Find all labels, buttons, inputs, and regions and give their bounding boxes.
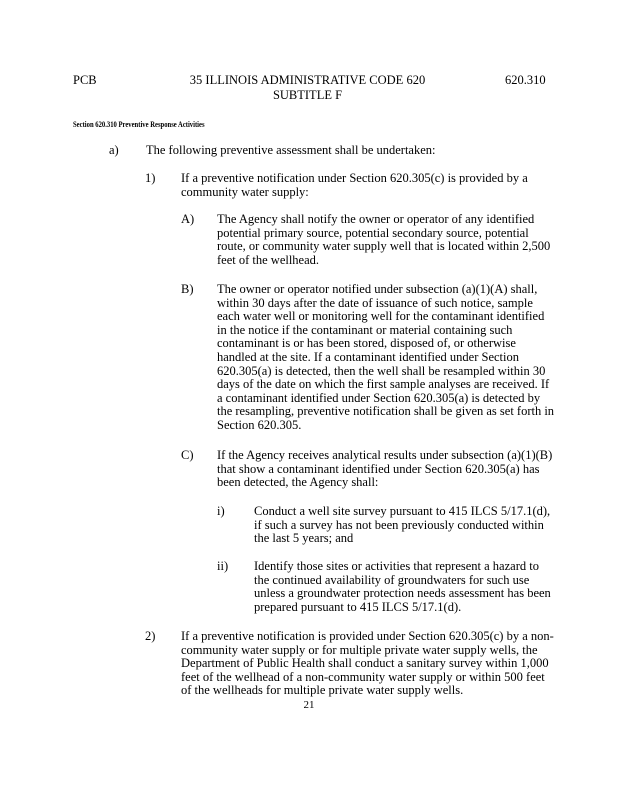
header-title-line1: 35 ILLINOIS ADMINISTRATIVE CODE 620 (189, 73, 426, 87)
section-title: Section 620.310 Preventive Response Activities (73, 119, 205, 129)
item-i-label: i) (217, 504, 225, 518)
item-1-text: If a preventive notification under Section 620.305(c) is provided by a community water supply: (181, 171, 528, 199)
item-A-label: A) (181, 212, 195, 226)
subsection-a-text: The following preventive assessment shall be undertaken: (146, 143, 436, 157)
item-1-label: 1) (145, 171, 156, 185)
header-right: 620.310 (505, 73, 546, 87)
header-title (150, 73, 465, 103)
item-2-text: If a preventive notification is provided under Section 620.305(c) by a non- community water supply or for multiple private water supply wells, the Department of Public Health shall conduct a sanitary survey within 1,000 feet of the wellhead of a non-community water supply or within 500 feet of the wellheads for multiple private water supply wells. (181, 629, 554, 698)
header-left: PCB (73, 73, 97, 87)
header-title-line2: SUBTITLE F (272, 88, 343, 102)
item-ii-text: Identify those sites or activities that represent a hazard to the continued availability of groundwaters for such use unless a groundwater protection needs assessment has been prepared pursuant to 415 ILCS 5/17.1(d). (254, 559, 551, 614)
item-C-text: If the Agency receives analytical results under subsection (a)(1)(B) that show a contaminant identified under Section 620.305(a) has been detected, the Agency shall: (217, 448, 553, 490)
item-C-label: C) (181, 448, 194, 462)
item-2-label: 2) (145, 629, 156, 643)
item-B-text: The owner or operator notified under subsection (a)(1)(A) shall, within 30 days after the date of issuance of such notice, sample each water well or monitoring well for the contaminant identified in the notice if the contaminant or material containing such contaminant is or has been stored, disposed of, or otherwise handled at the site. If a contaminant identified under Section 620.305(a) is detected, then the well shall be resampled within 30 days of the date on which the first sample analyses are received. If a contaminant identified under Section 620.305(a) is detected by the resampling, preventive notification shall be given as set forth in Section 620.305. (217, 282, 555, 432)
page-number: 21 (303, 699, 315, 711)
item-ii-label: ii) (217, 559, 229, 573)
item-A-text: The Agency shall notify the owner or operator of any identified potential primary source, potential secondary source, potential route, or community water supply well that is located within 2,500 feet of the wellhead. (217, 212, 551, 267)
subsection-a-label: a) (109, 143, 119, 157)
item-B-label: B) (181, 282, 194, 296)
item-i-text: Conduct a well site survey pursuant to 415 ILCS 5/17.1(d), if such a survey has not been previously conducted within the last 5 years; and (254, 504, 551, 546)
